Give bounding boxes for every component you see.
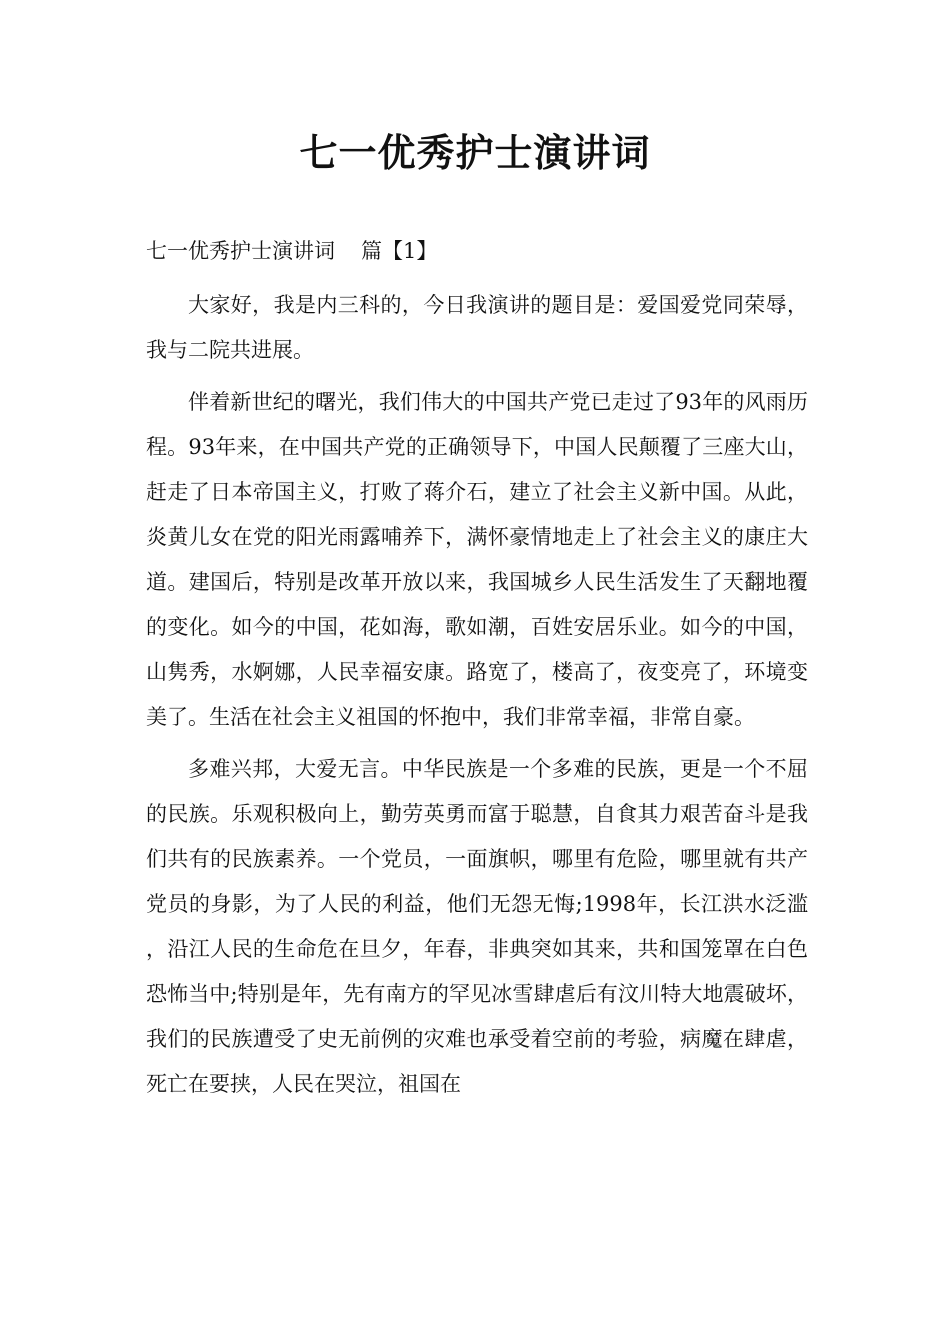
section-heading (146, 229, 808, 274)
paragraph-3: 多难兴邦，大爱无言。中华民族是一个多难的民族，更是一个不屈的民族。乐观积极向上，勤劳英勇而富于聪慧，自食其力艰苦奋斗是我们共有的民族素养。一个党员，一面旗帜，哪里有危险，哪里就有共产党员的身影，为了人民的利益，他们无怨无悔;1998年，长江洪水泛滥，沿江人民的生命危在旦夕，年春，非典突如其来，共和国笼罩在白色恐怖当中;特别是年，先有南方的罕见冰雪肆虐后有汶川特大地震破坏，我们的民族遭受了史无前例的灾难也承受着空前的考验，病魔在肆虐，死亡在要挟，人民在哭泣，祖国在 (146, 757, 808, 1096)
paragraph-1: 大家好，我是内三科的，今日我演讲的题目是：爱国爱党同荣辱，我与二院共进展。 (146, 293, 808, 362)
paragraph-2: 伴着新世纪的曙光，我们伟大的中国共产党已走过了93年的风雨历程。93年来，在中国共产党的正确领导下，中国人民颠覆了三座大山，赶走了日本帝国主义，打败了蒋介石，建立了社会主义新中国。从此，炎黄儿女在党的阳光雨露哺养下，满怀豪情地走上了社会主义的康庄大道。建国后，特别是改革开放以来，我国城乡人民生活发生了天翻地覆的变化。如今的中国，花如海，歌如潮，百姓安居乐业。如今的中国，山隽秀，水婀娜，人民幸福安康。路宽了，楼高了，夜变亮了，环境变美了。生活在社会主义祖国的怀抱中，我们非常幸福，非常自豪。 (146, 390, 808, 729)
document-title: 七一优秀护士演讲词 (299, 130, 651, 175)
section-number: 篇【1】 (361, 239, 438, 263)
document-body (146, 229, 808, 1114)
section-title: 七一优秀护士演讲词 (146, 239, 335, 263)
